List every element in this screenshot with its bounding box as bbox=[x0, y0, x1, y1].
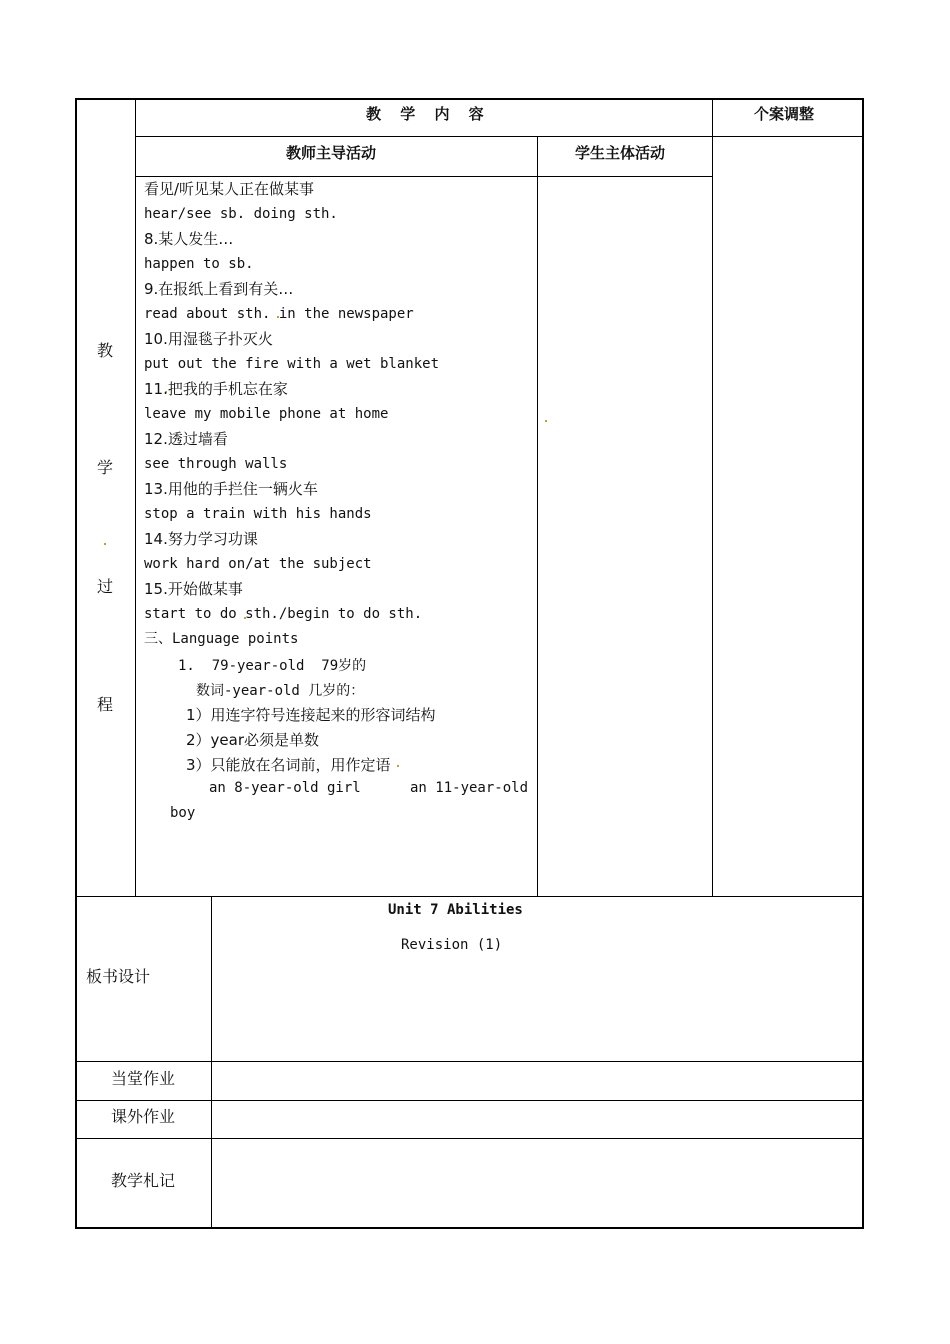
content-line: 9.在报纸上看到有关… bbox=[144, 280, 294, 298]
content-line: put out the fire with a wet blanket bbox=[144, 356, 440, 372]
teaching-notes-label: 教学札记 bbox=[111, 1171, 176, 1190]
content-line: 11.把我的手机忘在家 bbox=[144, 380, 288, 398]
content-line: 看见/听见某人正在做某事 bbox=[144, 180, 315, 198]
lp-rule-3: 3）只能放在名词前，用作定语 bbox=[186, 756, 391, 774]
side-label-char: 过 bbox=[97, 577, 114, 596]
content-title: 教 学 内 容 bbox=[366, 105, 484, 123]
lp-example-a: an 8-year-old girl bbox=[209, 780, 361, 796]
content-line: read about sth. in the newspaper bbox=[144, 306, 414, 322]
board-design-label: 板书设计 bbox=[86, 967, 151, 986]
lp-item-1: 1. 79-year-old 79岁的 bbox=[178, 658, 367, 674]
artifact-dot bbox=[104, 543, 106, 545]
side-label-char: 学 bbox=[97, 458, 114, 477]
content-line: 8.某人发生… bbox=[144, 230, 234, 248]
lp-example-b-cont: boy bbox=[170, 805, 196, 821]
lp-rule-2: 2）year必须是单数 bbox=[186, 731, 320, 749]
content-line: see through walls bbox=[144, 456, 288, 472]
homework-class-label: 当堂作业 bbox=[111, 1069, 176, 1088]
language-points-heading: 三、Language points bbox=[144, 631, 299, 647]
side-label-char: 教 bbox=[97, 341, 114, 360]
content-line: leave my mobile phone at home bbox=[144, 406, 389, 422]
content-line: 13.用他的手拦住一辆火车 bbox=[144, 480, 318, 498]
artifact-dot bbox=[397, 765, 399, 767]
content-line: happen to sb. bbox=[144, 256, 254, 272]
content-line: 12.透过墙看 bbox=[144, 430, 228, 448]
content-line: 14.努力学习功课 bbox=[144, 530, 258, 548]
side-label-char: 程 bbox=[97, 695, 114, 714]
homework-after-label: 课外作业 bbox=[111, 1107, 176, 1126]
student-activity-title: 学生主体活动 bbox=[575, 144, 666, 162]
content-line: 15.开始做某事 bbox=[144, 580, 243, 598]
adjust-title: 个案调整 bbox=[754, 105, 815, 123]
artifact-dot bbox=[545, 420, 547, 422]
content-line: hear/see sb. doing sth. bbox=[144, 206, 338, 222]
teacher-activity-title: 教师主导活动 bbox=[286, 144, 377, 162]
content-line: stop a train with his hands bbox=[144, 506, 372, 522]
board-title: Unit 7 Abilities bbox=[388, 902, 523, 918]
content-line: 10.用湿毯子扑灭火 bbox=[144, 330, 273, 348]
board-subtitle: Revision (1) bbox=[401, 937, 503, 953]
lp-example-b: an 11-year-old bbox=[410, 780, 529, 796]
lp-rule-1: 1）用连字符号连接起来的形容词结构 bbox=[186, 706, 436, 724]
content-line: start to do sth./begin to do sth. bbox=[144, 606, 423, 622]
lp-pattern: 数词-year-old 几岁的： bbox=[196, 683, 365, 699]
content-line: work hard on/at the subject bbox=[144, 556, 372, 572]
